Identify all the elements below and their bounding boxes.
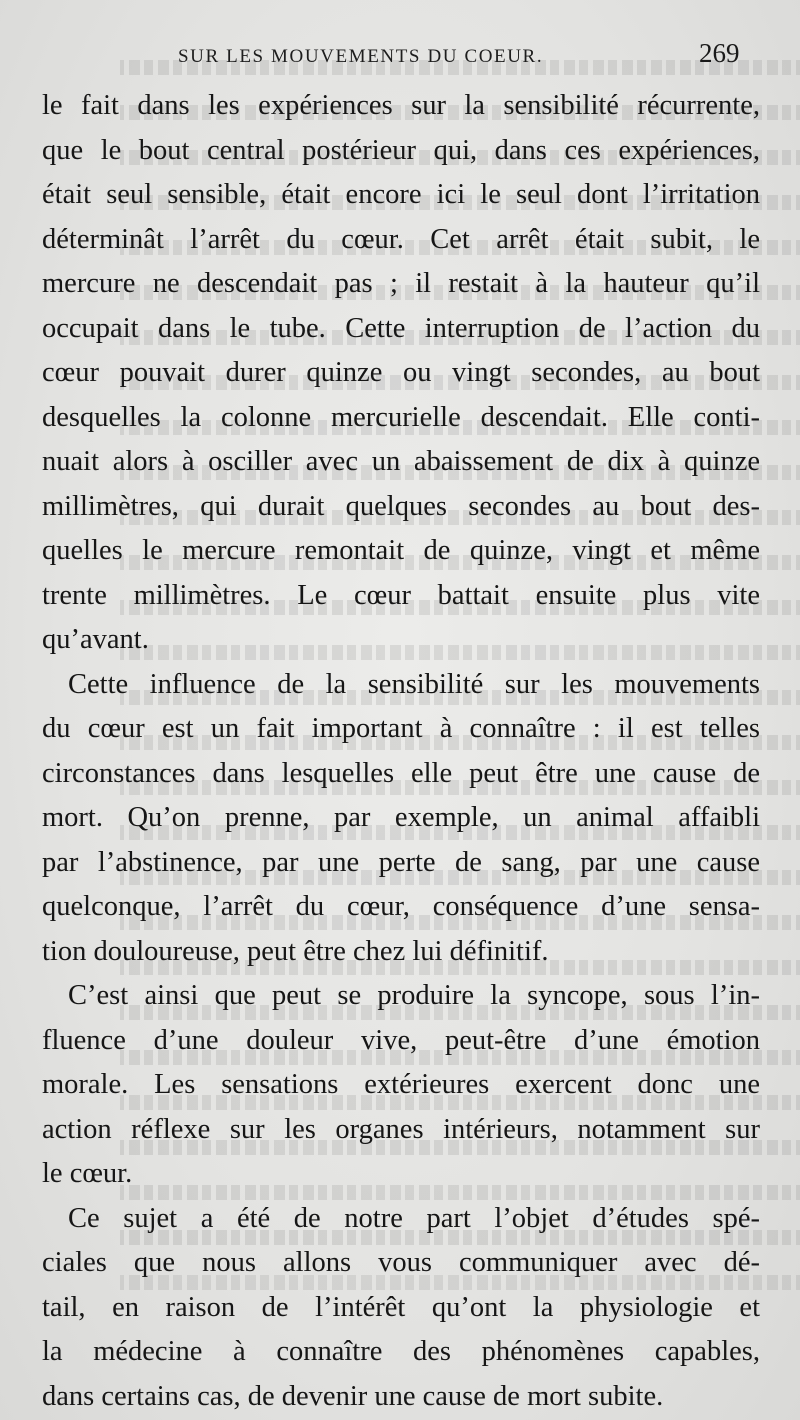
text-line: quelconque, l’arrêt du cœur, conséquence d’une sensa- — [42, 891, 760, 922]
text-line: qu’avant. — [42, 624, 149, 655]
text-line: le cœur. — [42, 1158, 133, 1189]
text-line: tion douloureuse, peut être chez lui définitif. — [42, 935, 549, 967]
text-line: action réflexe sur les organes intérieurs, notamment sur — [42, 1113, 760, 1145]
text-line: était seul sensible, était encore ici le seul dont l’irritation — [42, 179, 760, 210]
text-line: quelles le mercure remontait de quinze, vingt et même — [42, 535, 760, 566]
text-line: déterminât l’arrêt du cœur. Cet arrêt était subit, le — [42, 223, 760, 255]
text-line: morale. Les sensations extérieures exercent donc une — [42, 1069, 760, 1100]
page-number: 269 — [699, 38, 740, 68]
text-line: mort. Qu’on prenne, par exemple, un animal affaibli — [42, 802, 760, 833]
text-line: C’est ainsi que peut se produire la syncope, sous l’in- — [68, 980, 760, 1011]
text-line: par l’abstinence, par une perte de sang, par une cause — [42, 846, 760, 878]
text-line: du cœur est un fait important à connaître : il est telles — [42, 713, 760, 744]
text-line: millimètres, qui durait quelques secondes au bout des- — [42, 490, 760, 522]
text-line: la médecine à connaître des phénomènes capables, — [42, 1336, 760, 1367]
text-line: trente millimètres. Le cœur battait ensuite plus vite — [42, 579, 760, 611]
text-line: que le bout central postérieur qui, dans ces expériences, — [42, 134, 760, 166]
text-line: fluence d’une douleur vive, peut-être d’une émotion — [42, 1024, 760, 1056]
text-line: Cette influence de la sensibilité sur les mouvements — [68, 668, 760, 700]
paragraph-2 — [42, 663, 760, 975]
running-title: SUR LES MOUVEMENTS DU COEUR. — [178, 46, 544, 67]
text-line: tail, en raison de l’intérêt qu’ont la physiologie et — [42, 1291, 760, 1323]
text-line: le fait dans les expériences sur la sensibilité récurrente, — [42, 90, 760, 121]
paragraph-3 — [42, 974, 760, 1197]
text-line: mercure ne descendait pas ; il restait à la hauteur qu’il — [42, 268, 760, 299]
text-line: desquelles la colonne mercurielle descendait. Elle conti- — [42, 401, 760, 433]
text-line: cœur pouvait durer quinze ou vingt secondes, au bout — [42, 357, 760, 388]
text-line: ciales que nous allons vous communiquer avec dé- — [42, 1247, 760, 1278]
page-header — [0, 28, 800, 88]
text-line: occupait dans le tube. Cette interruption de l’action du — [42, 312, 760, 344]
text-line: nuait alors à osciller avec un abaissement de dix à quinze — [42, 446, 760, 477]
text-line: circonstances dans lesquelles elle peut être une cause de — [42, 757, 760, 789]
paragraph-1 — [42, 84, 760, 663]
body-text — [42, 84, 760, 1419]
paragraph-4 — [42, 1197, 760, 1420]
text-line: Ce sujet a été de notre part l’objet d’études spé- — [68, 1202, 760, 1234]
text-line: dans certains cas, de devenir une cause de mort subite. — [42, 1380, 664, 1412]
